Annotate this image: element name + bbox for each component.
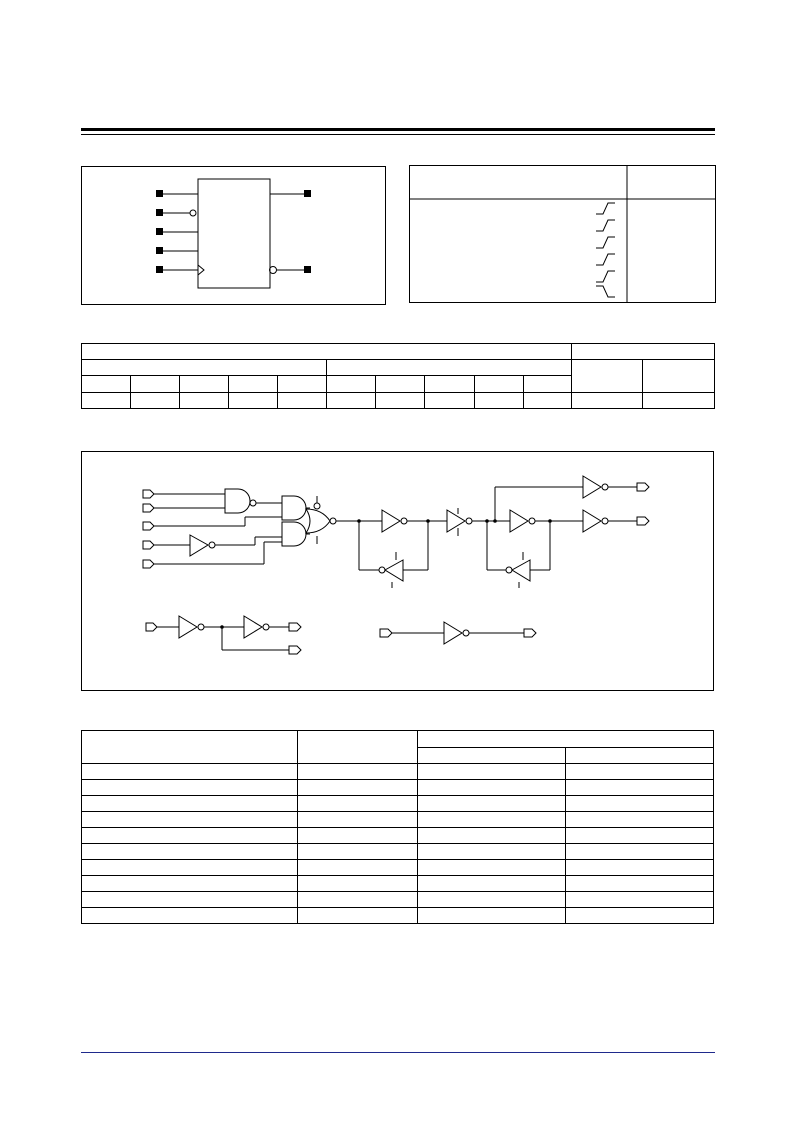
input-port-3 [143,522,154,530]
and-gate-3 [282,522,306,546]
output-port-4 [289,646,301,654]
table-cell [566,780,714,796]
table-row [82,812,714,828]
table-cell [298,876,418,892]
junction-dot [548,519,552,523]
table-row [82,764,714,780]
and-gate-2 [282,496,306,520]
latch-2-feedback-gate [512,560,530,581]
table-cell [566,892,714,908]
table-cell [82,812,298,828]
input-port-2 [143,504,154,512]
output-port-1 [637,483,649,491]
table-cell [82,892,298,908]
table-row [82,796,714,812]
footer-rule [81,1052,715,1053]
table-cell [82,780,298,796]
output-buffer-1 [583,476,601,498]
latch-1-inverter [382,510,400,532]
table-cell [298,764,418,780]
table-cell [298,828,418,844]
table-cell [566,764,714,780]
table-cell [566,796,714,812]
table-cell [418,844,566,860]
input-port-7 [380,629,392,637]
table-cell [566,812,714,828]
table-cell [82,764,298,780]
table-cell [418,908,566,924]
table-row [82,828,714,844]
input-port-4 [143,541,154,549]
junction-dot [426,519,430,523]
table-cell [82,876,298,892]
table-cell [418,764,566,780]
junction-dot [485,519,489,523]
table-cell [298,812,418,828]
input-port-6 [146,623,157,631]
output-port-3 [289,623,301,631]
table-cell [418,892,566,908]
transmission-gate [447,510,465,532]
table-cell [298,796,418,812]
table-cell [566,876,714,892]
table-cell [418,828,566,844]
input-port-5 [143,560,154,568]
preset-bubble [314,503,320,509]
table-cell [418,812,566,828]
and-gate-1-bubble [250,500,256,506]
table-cell [82,844,298,860]
buffer-chain-inverter-2 [244,616,262,638]
inverter-input [190,535,208,556]
table-cell [82,828,298,844]
buffer-chain-inverter-1 [179,616,197,638]
junction-dot [493,519,497,523]
spec-table-header-1 [82,731,298,764]
table-row [82,892,714,908]
table-cell [566,844,714,860]
table-cell [566,908,714,924]
spec-table-header-3 [418,731,714,748]
table-cell [82,860,298,876]
table-cell [418,876,566,892]
table-cell [298,844,418,860]
spec-table [81,730,714,924]
table-row [82,844,714,860]
table-cell [82,796,298,812]
spec-table-subheader-b [566,748,714,764]
table-cell [298,780,418,796]
standalone-inverter [444,622,462,644]
spec-table-body [82,764,714,924]
latch-2-inverter [510,510,528,532]
table-cell [298,860,418,876]
table-row [82,860,714,876]
table-cell [82,908,298,924]
spec-table-subheader-a [418,748,566,764]
latch-1-feedback-gate [385,560,403,581]
output-buffer-2 [583,510,601,532]
table-cell [418,860,566,876]
table-cell [566,828,714,844]
or-gate [306,509,330,533]
table-cell [418,796,566,812]
junction-dot [220,625,224,629]
table-row [82,908,714,924]
table-row [82,876,714,892]
output-port-2 [637,517,649,525]
and-gate-1 [225,489,250,513]
table-cell [298,892,418,908]
output-port-5 [524,629,536,637]
junction-dot [357,519,361,523]
table-row [82,780,714,796]
table-cell [418,780,566,796]
table-cell [566,860,714,876]
table-cell [298,908,418,924]
spec-table-header-2 [298,731,418,764]
or-gate-bubble [330,518,336,524]
input-port-1 [143,490,154,498]
